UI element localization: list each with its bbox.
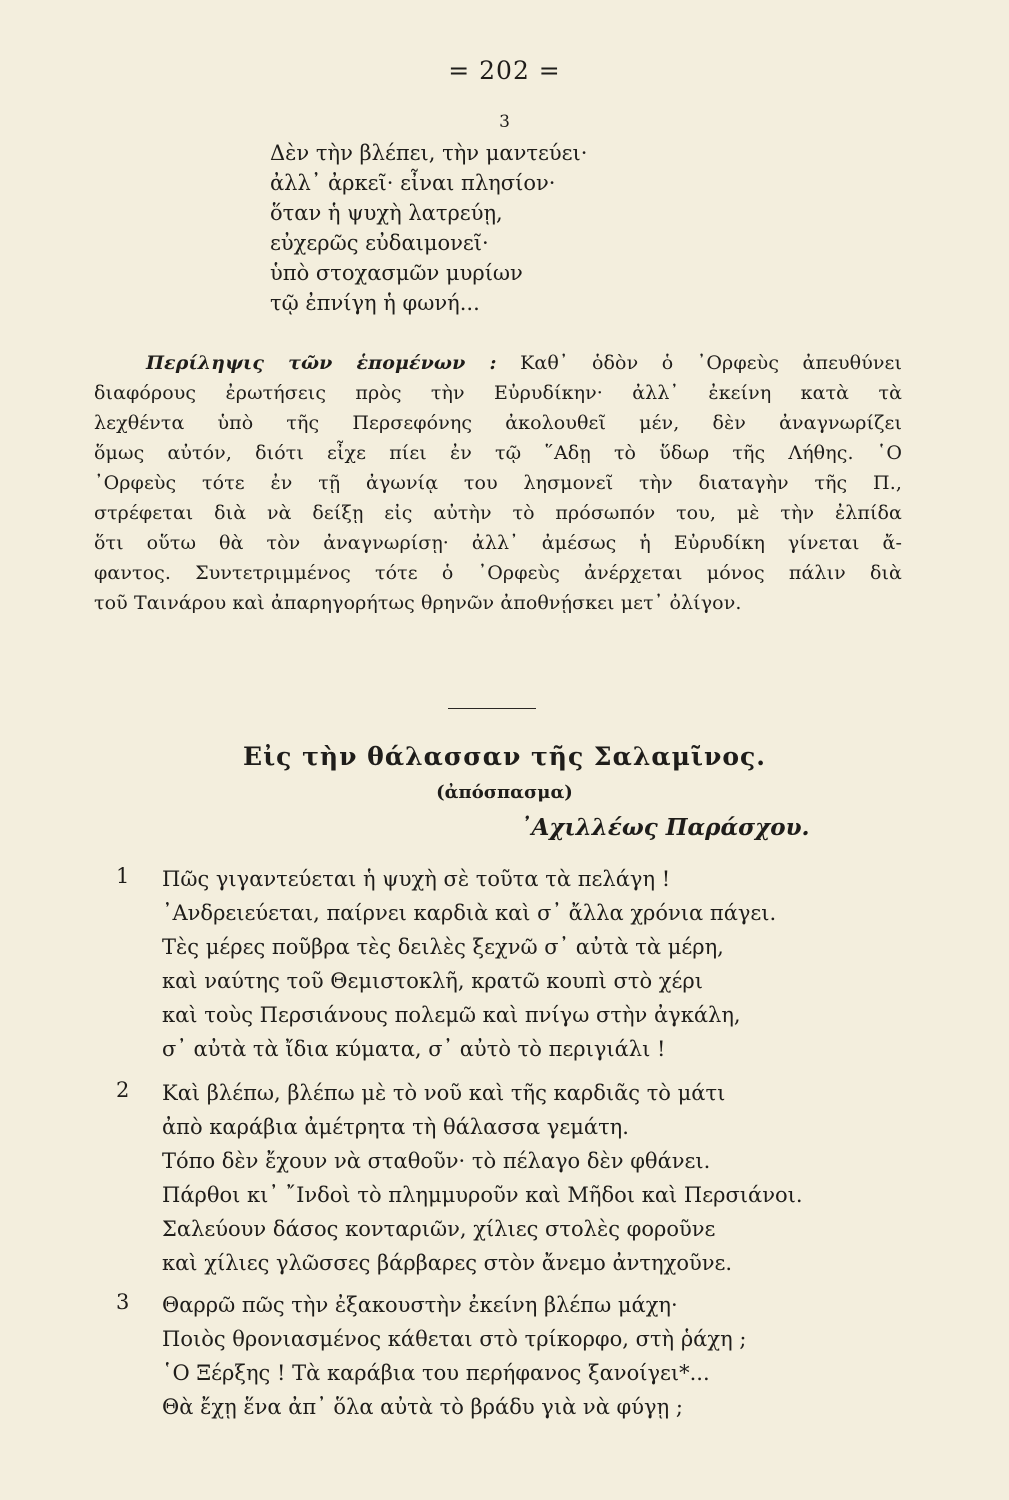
poem-line: καὶ χίλιες γλῶσσες βάρβαρες στὸν ἄνεμο ἀντηχοῦνε. bbox=[162, 1251, 733, 1275]
section-number: 3 bbox=[499, 112, 510, 132]
verse-line: εὐχερῶς εὐδαιμονεῖ· bbox=[270, 231, 489, 255]
page-number: = 202 = bbox=[448, 56, 561, 85]
summary-line: διαφόρους ἐρωτήσεις πρὸς τὴν Εὐρυδίκην· ἀλλ᾿ ἐκείνη κατὰ τὰ bbox=[94, 382, 902, 404]
verse-line: ἀλλ᾿ ἀρκεῖ· εἶναι πλησίον· bbox=[270, 171, 556, 195]
summary-line: ὅτι οὕτω θὰ τὸν ἀναγνωρίσῃ· ἀλλ᾿ ἀμέσως ἡ Εὐρυδίκη γίνεται ἄ- bbox=[94, 532, 902, 554]
poem-line: Καὶ βλέπω, βλέπω μὲ τὸ νοῦ καὶ τῆς καρδιᾶς τὸ μάτι bbox=[162, 1081, 726, 1105]
verse-stanza bbox=[270, 138, 587, 318]
poem-stanza bbox=[162, 864, 776, 1068]
summary-line: φαντος. Συντετριμμένος τότε ὁ ᾿Ορφεὺς ἀνέρχεται μόνος πάλιν διὰ bbox=[94, 562, 902, 584]
stanza-number: 1 bbox=[116, 864, 130, 888]
poem-line: σ᾿ αὐτὰ τὰ ἴδια κύματα, σ᾿ αὐτὸ τὸ περιγιάλι ! bbox=[162, 1037, 666, 1061]
verse-line: ὅταν ἡ ψυχὴ λατρεύῃ, bbox=[270, 201, 503, 225]
stanza-number: 3 bbox=[116, 1290, 130, 1314]
poem-line: καὶ ναύτης τοῦ Θεμιστοκλῆ, κρατῶ κουπὶ στὸ χέρι bbox=[162, 969, 703, 993]
poem-author: ᾿Αχιλλέως Παράσχου. bbox=[520, 814, 810, 841]
poem-line: ᾿Ανδρειεύεται, παίρνει καρδιὰ καὶ σ᾿ ἄλλα χρόνια πάγει. bbox=[162, 901, 777, 925]
summary-first-line bbox=[94, 348, 902, 378]
summary-line: Καθ᾿ ὁδὸν ὁ ᾿Ορφεὺς ἀπευθύνει bbox=[520, 352, 903, 374]
verse-line: τῷ ἐπνίγη ἡ φωνή... bbox=[270, 291, 480, 315]
poem-stanza bbox=[162, 1078, 803, 1282]
poem-line: καὶ τοὺς Περσιάνους πολεμῶ καὶ πνίγω στὴν ἀγκάλη, bbox=[162, 1003, 741, 1027]
poem-line: Πάρθοι κι᾿ ῎Ινδοὶ τὸ πλημμυροῦν καὶ Μῆδοι καὶ Περσιάνοι. bbox=[162, 1183, 803, 1207]
stanza-number: 2 bbox=[116, 1078, 130, 1102]
poem-line: Θὰ ἔχῃ ἕνα ἀπ᾿ ὅλα αὐτὰ τὸ βράδυ γιὰ νὰ φύγῃ ; bbox=[162, 1395, 683, 1419]
summary-label: Περίληψις τῶν ἑπομένων : bbox=[146, 352, 497, 374]
verse-line: ὑπὸ στοχασμῶν μυρίων bbox=[270, 261, 523, 285]
poem-line: Πῶς γιγαντεύεται ἡ ψυχὴ σὲ τοῦτα τὰ πελάγη ! bbox=[162, 867, 671, 891]
summary-line: ὅμως αὐτόν, διότι εἶχε πίει ἐν τῷ ῞Αδῃ τὸ ὕδωρ τῆς Λήθης. ῾Ο bbox=[94, 442, 902, 464]
poem-line: Ποιὸς θρονιασμένος κάθεται στὸ τρίκορφο, στὴ ῥάχη ; bbox=[162, 1327, 747, 1351]
poem-title: Εἰς τὴν θάλασσαν τῆς Σαλαμῖνος. bbox=[243, 742, 766, 771]
poem-line: Σαλεύουν δάσος κονταριῶν, χίλιες στολὲς φοροῦνε bbox=[162, 1217, 716, 1241]
poem-line: ῾Ο Ξέρξης ! Τὰ καράβια του περήφανος ξανοίγει*... bbox=[162, 1361, 710, 1385]
section-divider bbox=[448, 708, 536, 709]
poem-stanza bbox=[162, 1290, 746, 1426]
poem-line: Τόπο δὲν ἔχουν νὰ σταθοῦν· τὸ πέλαγο δὲν φθάνει. bbox=[162, 1149, 711, 1173]
summary-line: λεχθέντα ὑπὸ τῆς Περσεφόνης ἀκολουθεῖ μέν, δὲν ἀναγνωρίζει bbox=[94, 412, 902, 434]
summary-line: ᾿Ορφεὺς τότε ἐν τῇ ἀγωνίᾳ του λησμονεῖ τὴν διαταγὴν τῆς Π., bbox=[94, 472, 902, 494]
poem-line: ἀπὸ καράβια ἀμέτρητα τὴ θάλασσα γεμάτη. bbox=[162, 1115, 629, 1139]
poem-line: Θαρρῶ πῶς τὴν ἐξακουστὴν ἐκείνη βλέπω μάχη· bbox=[162, 1293, 678, 1317]
poem-line: Τὲς μέρες ποῦβρα τὲς δειλὲς ξεχνῶ σ᾿ αὐτὰ τὰ μέρη, bbox=[162, 935, 724, 959]
verse-line: Δὲν τὴν βλέπει, τὴν μαντεύει· bbox=[270, 141, 588, 165]
summary-line: τοῦ Ταινάρου καὶ ἀπαρηγορήτως θρηνῶν ἀποθνῄσκει μετ᾿ ὀλίγον. bbox=[94, 592, 742, 614]
summary-line: στρέφεται διὰ νὰ δείξῃ εἰς αὐτὴν τὸ πρόσωπόν του, μὲ τὴν ἐλπίδα bbox=[94, 502, 902, 524]
poem-subtitle: (ἀπόσπασμα) bbox=[436, 782, 573, 803]
summary-paragraph bbox=[94, 348, 902, 618]
